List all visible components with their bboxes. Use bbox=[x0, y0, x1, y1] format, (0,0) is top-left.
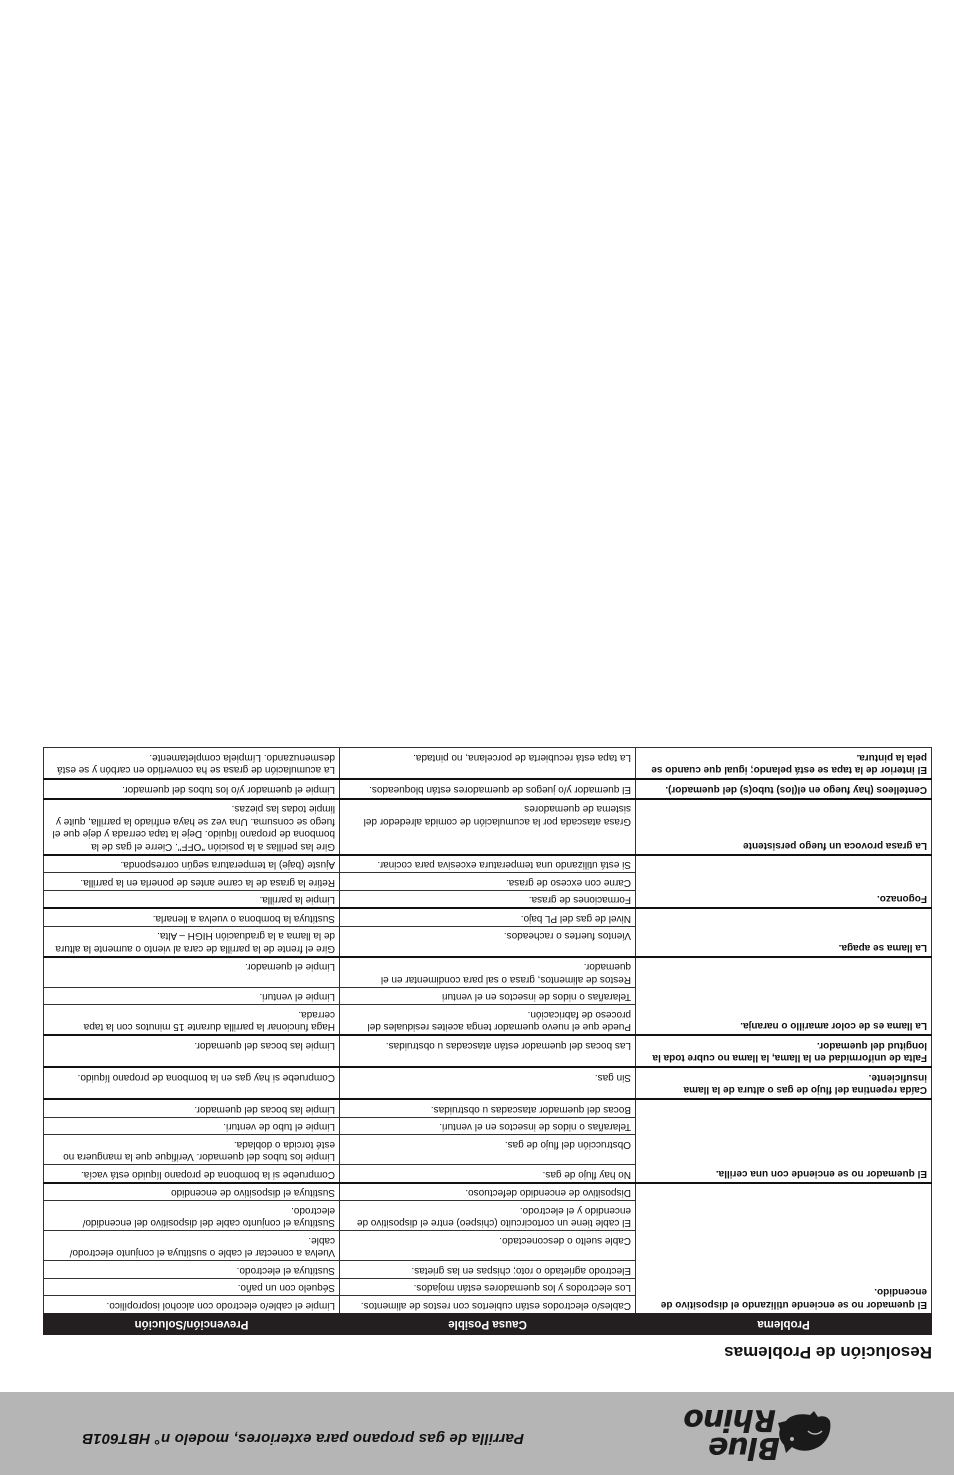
table-row bbox=[44, 891, 932, 909]
cause-cell: Nivel de gas del PL bajo. bbox=[340, 909, 636, 927]
solution-cell: Limpie el quemador. bbox=[44, 957, 340, 988]
header-band bbox=[0, 1392, 954, 1475]
table-row bbox=[44, 748, 932, 780]
solution-cell: Limpie la parrilla. bbox=[44, 891, 340, 909]
cause-cell: Bocas del quemador atascadas u obstruidas. bbox=[340, 1100, 636, 1118]
solution-cell: Limpie las bocas del quemador. bbox=[44, 1100, 340, 1118]
table-row bbox=[44, 1296, 932, 1314]
cause-cell: Cable suelto o desconectado. bbox=[340, 1231, 636, 1261]
table-header-row bbox=[44, 1314, 932, 1335]
solution-cell: Limpie el tubo de venturi. bbox=[44, 1118, 340, 1136]
column-header-solution: Prevención/Solución bbox=[44, 1314, 340, 1335]
solution-cell: Séquelo con un paño. bbox=[44, 1279, 340, 1297]
problem-cell: Centelleos (hay fuego en el(los) tubo(s) del quemador). bbox=[636, 780, 932, 800]
solution-cell: Limpie los tubos del quemador. Verifique que la manguera no esté torcida o doblada. bbox=[44, 1135, 340, 1165]
table-row bbox=[44, 1165, 932, 1183]
cause-cell: El quemador y/o juegos de quemadores están bloqueados. bbox=[340, 780, 636, 800]
problem-cell: El quemador no se enciende utilizando el dispositivo de encendido. bbox=[636, 1183, 932, 1314]
cause-cell: Telarañas o nidos de insectos en el venturi. bbox=[340, 1118, 636, 1136]
solution-cell: Compruebe si hay gas en la bombona de propano líquido. bbox=[44, 1068, 340, 1100]
brand-logo bbox=[676, 1397, 836, 1467]
column-header-cause: Causa Posible bbox=[340, 1314, 636, 1335]
problem-cell: El quemador no se enciende con una cerilla. bbox=[636, 1100, 932, 1184]
logo-word-rhino: Rhino bbox=[684, 1402, 776, 1437]
cause-cell: Las bocas del quemador están atascadas u obstruidas. bbox=[340, 1036, 636, 1068]
cause-cell: Restos de alimentos, grasa o sal para condimentar en el quemador. bbox=[340, 957, 636, 988]
solution-cell: Vuelva a conectar el cable o sustituya el conjunto electrodo/ cable. bbox=[44, 1231, 340, 1261]
problem-cell: La grasa provoca un fuego persistente bbox=[636, 799, 932, 855]
cause-cell: Telarañas o nidos de insectos en el venturi bbox=[340, 988, 636, 1006]
solution-cell: Sustituya la bombona o vuelva a llenarla. bbox=[44, 909, 340, 927]
rhino-icon bbox=[776, 1409, 836, 1461]
cause-cell: Sin gas. bbox=[340, 1068, 636, 1100]
problem-cell: Caída repentina del flujo de gas o altura de la llama insuficiente. bbox=[636, 1068, 932, 1100]
solution-cell: Limpie el venturi. bbox=[44, 988, 340, 1006]
solution-cell: Limpie el quemador y/o los tubos del quemador. bbox=[44, 780, 340, 800]
table-row bbox=[44, 1005, 932, 1036]
solution-cell: Ajuste (baje) la temperatura según corresponda. bbox=[44, 855, 340, 873]
problem-cell: Falta de uniformidad en la llama, la llama no cubre toda la longitud del quemador. bbox=[636, 1036, 932, 1068]
document-title: Parrilla de gas propano para exteriores, modelo n° HBT601B bbox=[82, 1430, 524, 1447]
solution-cell: La acumulación de grasa se ha convertido en carbón y se está desmenuzando. Límpiela completamente. bbox=[44, 748, 340, 780]
cause-cell: Cables/o electrodos están cubiertos con restos de alimentos. bbox=[340, 1296, 636, 1314]
solution-cell: Gire las perillas a la posición "OFF". Cierre el gas de la bombona de propano líquido. Deje la tapa cerrada y deje que el fuego se consuma. Una vez se haya enfriado la parrilla, quite y limpie todas las piezas. bbox=[44, 799, 340, 855]
table-row bbox=[44, 1036, 932, 1068]
solution-cell: Compruebe si la bombona de propano líquido está vacía. bbox=[44, 1165, 340, 1183]
column-header-problem: Problema bbox=[636, 1314, 932, 1335]
solution-cell: Sustituya el electrodo. bbox=[44, 1261, 340, 1279]
cause-cell: Obstrucción del flujo de gas. bbox=[340, 1135, 636, 1165]
problem-cell: Fogonazo. bbox=[636, 855, 932, 909]
cause-cell: Si está utilizando una temperatura excesiva para cocinar. bbox=[340, 855, 636, 873]
problem-cell: El interior de la tapa se está pelando; igual que cuando se pela la pintura. bbox=[636, 748, 932, 780]
solution-cell: Limpie el cable/o electrodo con alcohol isopropílico. bbox=[44, 1296, 340, 1314]
troubleshooting-table bbox=[43, 748, 932, 1336]
problem-cell: La llama es de color amarillo o naranja. bbox=[636, 957, 932, 1036]
solution-cell: Retire la grasa de la carne antes de ponerla en la parrilla. bbox=[44, 873, 340, 891]
solution-cell: Sustituya el dispositivo de encendido bbox=[44, 1183, 340, 1201]
logo-word-blue: Blue bbox=[709, 1430, 780, 1465]
cause-cell: La tapa está recubierta de porcelana, no pintada. bbox=[340, 748, 636, 780]
cause-cell: Grasa atascada por la acumulación de comida alrededor del sistema de quemadores bbox=[340, 799, 636, 855]
cause-cell: Formaciones de grasa. bbox=[340, 891, 636, 909]
table-row bbox=[44, 927, 932, 958]
solution-cell: Limpie las bocas del quemador. bbox=[44, 1036, 340, 1068]
cause-cell: Dispositivo de encendido defectuoso. bbox=[340, 1183, 636, 1201]
table-row bbox=[44, 799, 932, 855]
section-title: Resolución de Problemas bbox=[724, 1343, 932, 1362]
solution-cell: Gire el frente de la parrilla de cara al viento o aumente la altura de la llama a la graduación HIGH – Alta. bbox=[44, 927, 340, 958]
table-row bbox=[44, 1068, 932, 1100]
solution-cell: Haga funcionar la parrilla durante 15 minutos con la tapa cerrada. bbox=[44, 1005, 340, 1036]
cause-cell: El cable tiene un cortocircuito (chispeo) entre el dispositivo de encendido y el electrodo. bbox=[340, 1201, 636, 1231]
cause-cell: No hay flujo de gas. bbox=[340, 1165, 636, 1183]
solution-cell: Sustituya el conjunto cable del dispositivo del encendido/ electrodo. bbox=[44, 1201, 340, 1231]
cause-cell: Puede que el nuevo quemador tenga aceites residuales del proceso de fabricación. bbox=[340, 1005, 636, 1036]
problem-cell: La llama se apaga. bbox=[636, 909, 932, 958]
table-row bbox=[44, 780, 932, 800]
cause-cell: Electrodo agrietado o roto; chispas en las grietas. bbox=[340, 1261, 636, 1279]
cause-cell: Carne con exceso de grasa. bbox=[340, 873, 636, 891]
cause-cell: Vientos fuertes o racheados. bbox=[340, 927, 636, 958]
cause-cell: Los electrodos y los quemadores están mojados. bbox=[340, 1279, 636, 1297]
